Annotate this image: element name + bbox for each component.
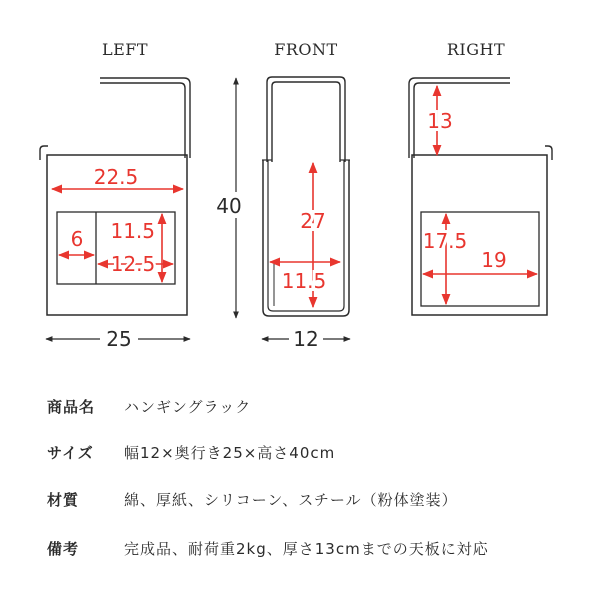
right-pocket: [421, 212, 539, 306]
left-pocket-left-label: 6: [70, 227, 84, 251]
left-hook: [40, 78, 190, 160]
spec-value: ハンギングラック: [124, 398, 252, 416]
front-inner-label: 27: [300, 209, 326, 233]
spec-row-material: [0, 485, 600, 515]
left-pocket-right-label: 12.5: [110, 252, 156, 276]
front-pocket-label: 11.5: [281, 269, 327, 293]
right-pocket-height-label: 17.5: [422, 229, 468, 253]
left-view: [40, 40, 190, 351]
spec-label: 材質: [47, 491, 80, 509]
left-view-title: LEFT: [101, 40, 149, 59]
right-view-title: RIGHT: [446, 40, 506, 59]
front-width-label: 12: [293, 327, 319, 351]
spec-row-size: [0, 438, 600, 468]
front-hook: [267, 77, 345, 162]
spec-label: 備考: [47, 540, 80, 558]
left-width-label: 22.5: [93, 165, 139, 189]
left-pocket-height-label: 11.5: [110, 219, 155, 243]
spec-label: 商品名: [47, 398, 96, 416]
right-pocket-width-label: 19: [481, 248, 507, 272]
right-view: [409, 40, 552, 315]
spec-row-notes: [0, 534, 600, 564]
spec-row-name: [0, 392, 600, 422]
right-hook-label: 13: [427, 109, 453, 133]
left-depth-label: 25: [106, 327, 132, 351]
front-view: [216, 40, 350, 351]
spec-label: サイズ: [47, 444, 94, 462]
front-view-title: FRONT: [274, 40, 338, 59]
spec-value: 綿、厚紙、シリコーン、スチール（粉体塗装）: [124, 491, 458, 509]
spec-value: 完成品、耐荷重2kg、厚さ13cmまでの天板に対応: [124, 540, 489, 558]
front-height-label: 40: [216, 194, 242, 218]
spec-value: 幅12×奥行き25×高さ40cm: [124, 444, 336, 462]
